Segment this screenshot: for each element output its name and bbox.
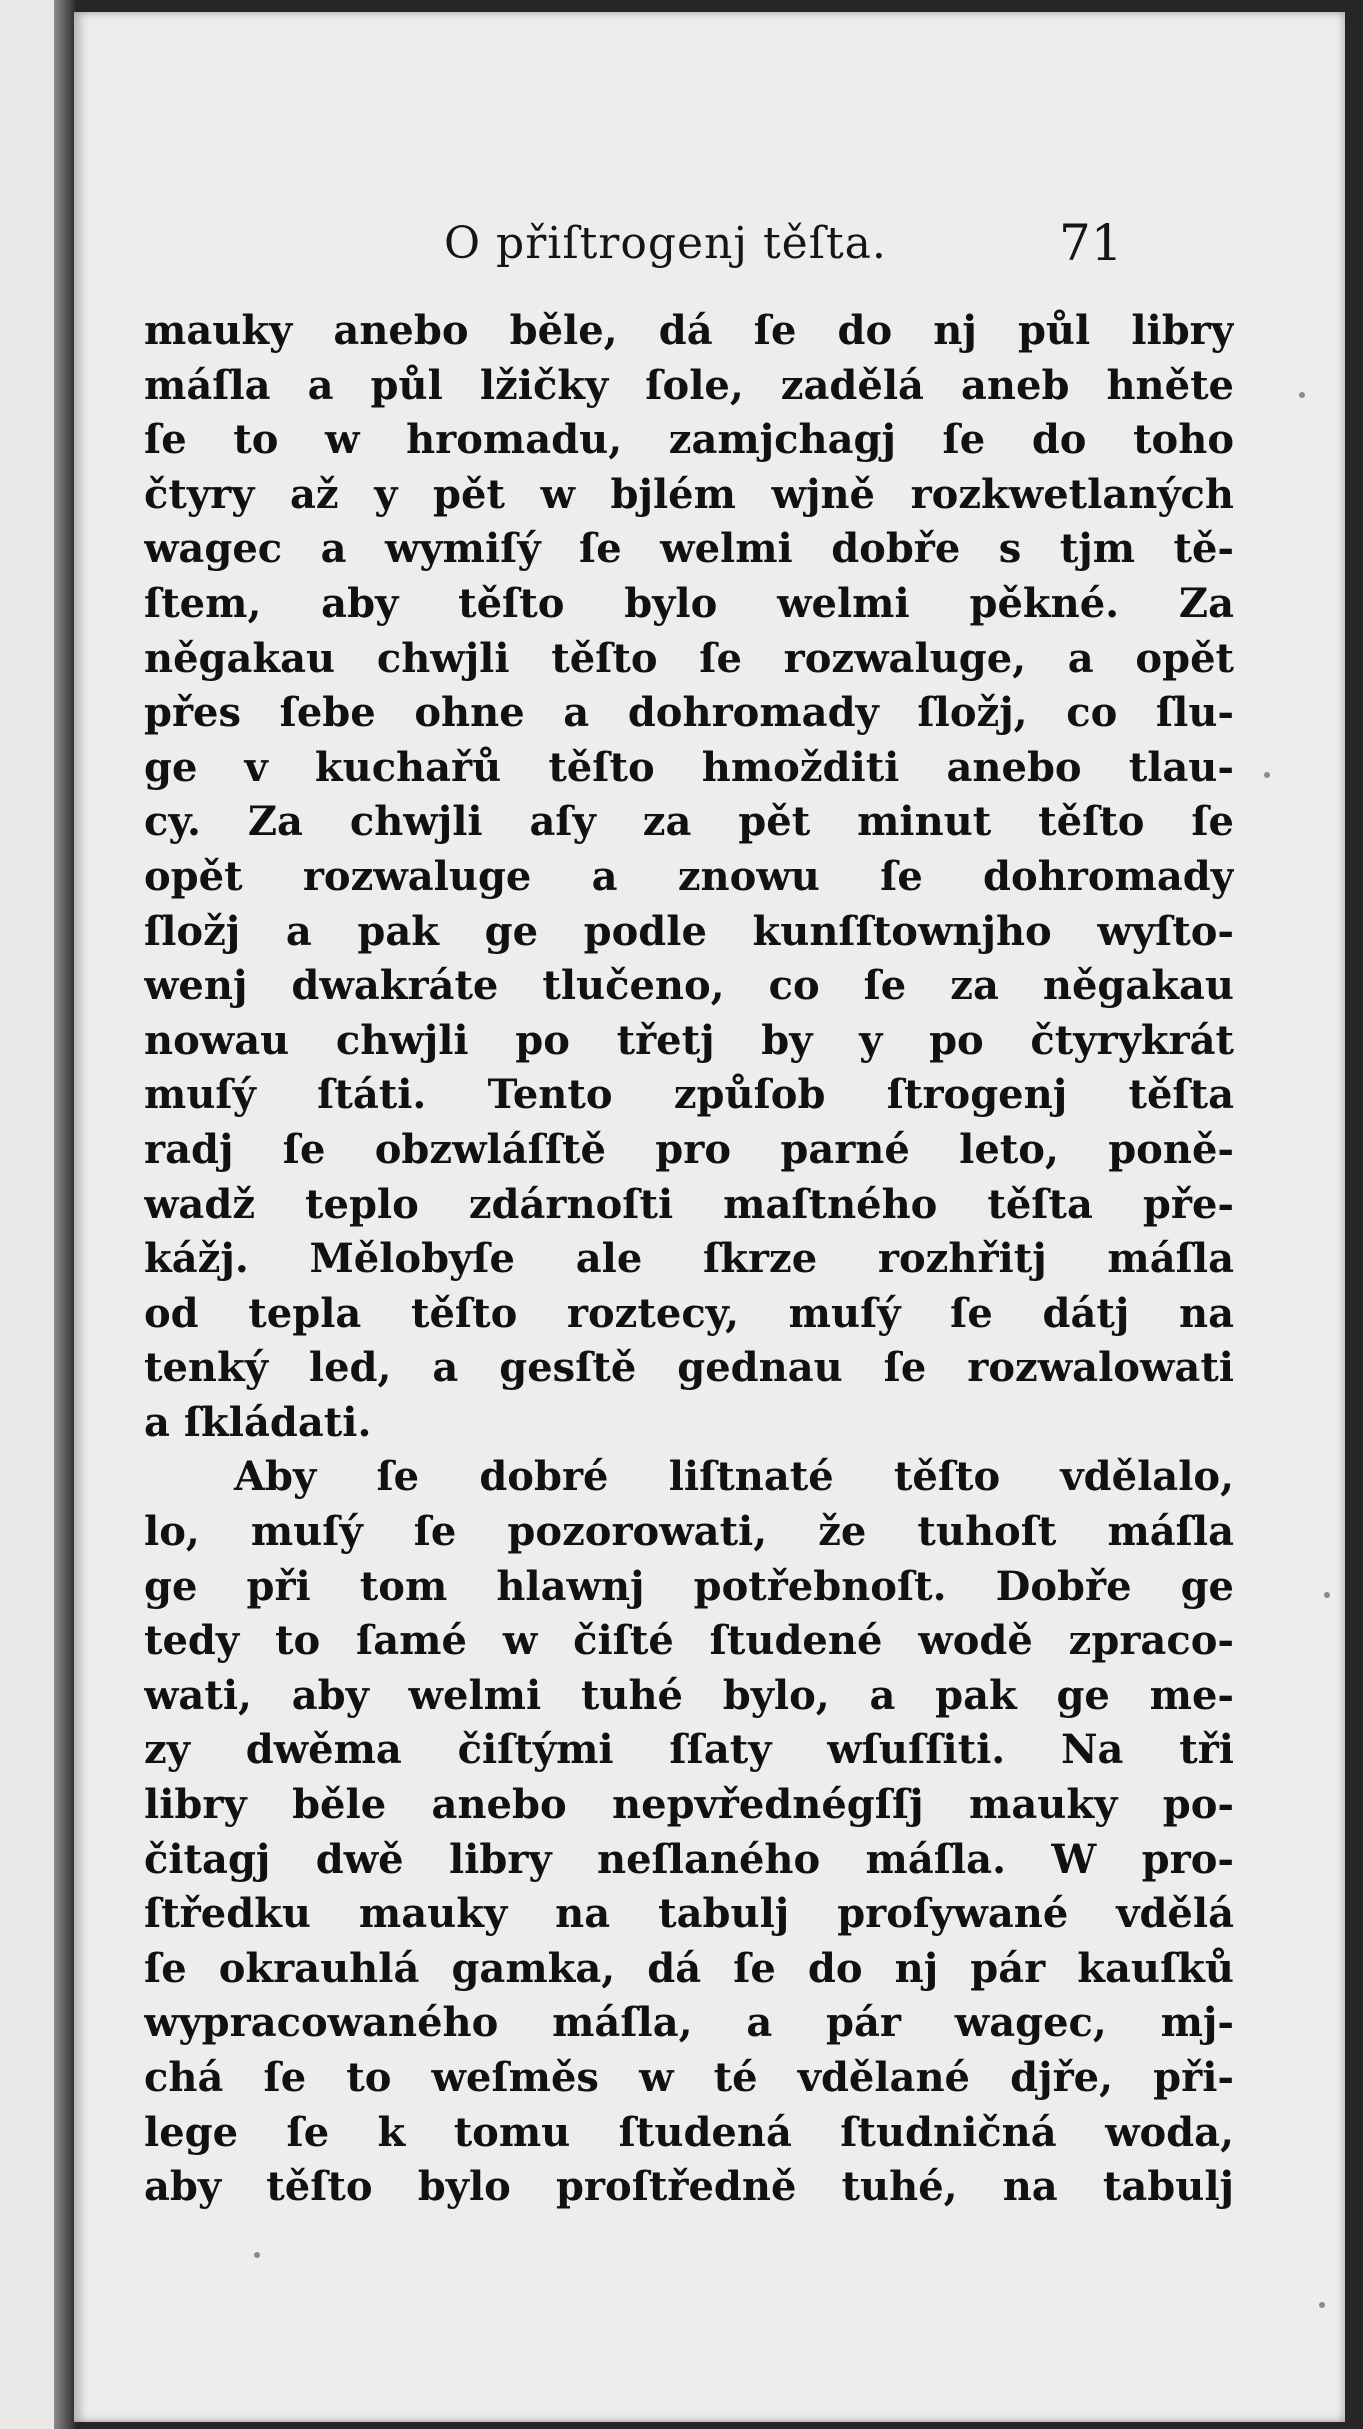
text-line: wati, aby welmi tuhé bylo, a pak ge me- (144, 1671, 1234, 1719)
text-line: zy dwěma čiſtými ſſaty wſuſſiti. Na tři (144, 1726, 1234, 1774)
paragraph-start-line: Aby ſe dobré liſtnaté těſto vdělalo, (234, 1453, 1234, 1501)
text-line: kážj. Mělobyſe ale ſkrze rozhřitj máſla (144, 1235, 1234, 1283)
page-number: 71 (1059, 214, 1123, 272)
text-line: wypracowaného máſla, a pár wagec, mj- (144, 1999, 1234, 2047)
text-line: ſtředku mauky na tabulj proſywané vdělá (144, 1890, 1234, 1938)
text-line: nowau chwjli po třetj by y po čtyrykrát (144, 1016, 1234, 1064)
text-line: libry běle anebo nepvřednégſſj mauky po- (144, 1781, 1234, 1829)
text-line: tenký led, a gesſtě gednau ſe rozwalowati (144, 1344, 1234, 1392)
text-line: wagec a wymiſý ſe welmi dobře s tjm tě- (144, 525, 1234, 573)
text-line: něgakau chwjli těſto ſe rozwaluge, a opět (144, 634, 1234, 682)
text-line: mauky anebo běle, dá ſe do nj půl libry (144, 307, 1234, 354)
text-line: čitagj dwě libry neſlaného máſla. W pro- (144, 1835, 1234, 1883)
text-line: aby těſto bylo proſtředně tuhé, na tabulj (144, 2163, 1234, 2211)
text-line: muſý ſtáti. Tento způſob ſtrogenj těſta (144, 1071, 1234, 1119)
text-line: tedy to ſamé w čiſté ſtudené wodě zpraco- (144, 1617, 1234, 1665)
text-line: radj ſe obzwláſſtě pro parné leto, poně- (144, 1125, 1234, 1173)
text-line: lo, muſý ſe pozorowati, že tuhoſt máſla (144, 1508, 1234, 1556)
book-page (74, 12, 1345, 2422)
page-header (74, 210, 1345, 280)
facing-page-edge (0, 0, 62, 2429)
body-text (144, 304, 1234, 2215)
text-line: od tepla těſto roztecy, muſý ſe dátj na (144, 1289, 1234, 1337)
text-line: ge při tom hlawnj potřebnoſt. Dobře ge (144, 1562, 1234, 1610)
text-line: ſe okrauhlá gamka, dá ſe do nj pár kauſků (144, 1944, 1234, 1992)
book-gutter-shadow (54, 0, 76, 2429)
text-line: přes ſebe ohne a dohromady ſložj, co ſlu- (144, 689, 1234, 737)
text-line: wadž teplo zdárnoſti maſtného těſta pře- (144, 1180, 1234, 1228)
text-line: čtyry až y pět w bjlém wjně rozkwetlaných (144, 470, 1234, 518)
text-line: opět rozwaluge a znowu ſe dohromady (144, 852, 1234, 900)
text-line: chá ſe to weſměs w té vdělané djře, při- (144, 2054, 1234, 2101)
text-line: ge v kuchařů těſto hmožditi anebo tlau- (144, 743, 1234, 791)
text-line: máſla a půl lžičky ſole, zadělá aneb hněte (144, 361, 1234, 409)
text-line: ſložj a pak ge podle kunſſtownjho wyſto- (144, 907, 1234, 955)
text-line: ſe to w hromadu, zamjchagj ſe do toho (144, 416, 1234, 464)
running-title: O přiſtrogenj těſta. (444, 218, 887, 269)
text-line: cy. Za chwjli aſy za pět minut těſto ſe (144, 798, 1234, 846)
text-line: ſtem, aby těſto bylo welmi pěkné. Za (144, 579, 1234, 627)
text-line: wenj dwakráte tlučeno, co ſe za něgakau (144, 962, 1234, 1010)
text-line: lege ſe k tomu ſtudená ſtudničná woda, (144, 2108, 1234, 2156)
paragraph-end-line: a ſkládati. (144, 1398, 372, 1446)
